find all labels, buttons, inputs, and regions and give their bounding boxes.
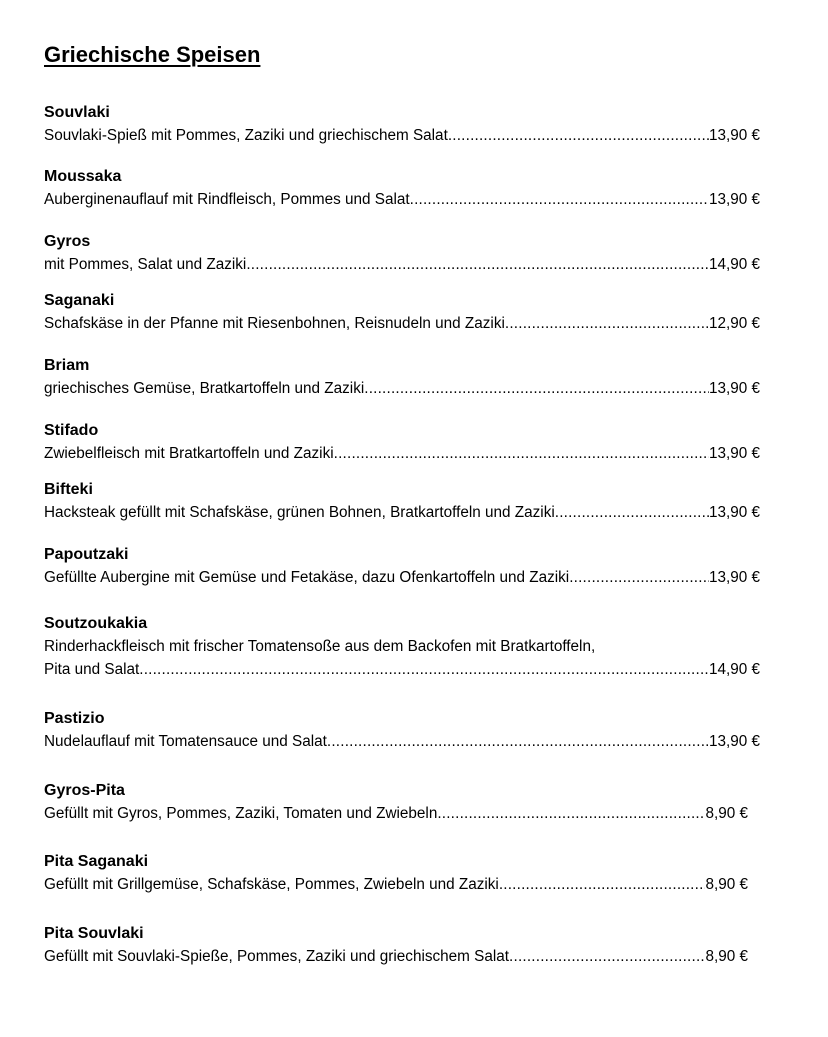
item-description: Schafskäse in der Pfanne mit Riesenbohnen, Reisnudeln und Zaziki xyxy=(44,315,505,332)
item-line xyxy=(44,503,760,523)
item-name: Gyros xyxy=(44,233,91,250)
item-price: 12,90 € xyxy=(708,315,760,332)
item-description: griechisches Gemüse, Bratkartoffeln und Zaziki xyxy=(44,380,365,397)
dot-leader xyxy=(327,732,709,752)
item-name: Pita Souvlaki xyxy=(44,925,144,942)
item-line xyxy=(44,947,748,967)
menu-item-briam xyxy=(44,356,760,399)
item-line xyxy=(44,875,748,895)
item-price: 13,90 € xyxy=(708,504,760,521)
item-price: 13,90 € xyxy=(708,733,760,750)
item-price: 13,90 € xyxy=(708,191,760,208)
item-description: Zwiebelfleisch mit Bratkartoffeln und Zaziki xyxy=(44,445,334,462)
item-description-line-1: Rinderhackfleisch mit frischer Tomatensoße aus dem Backofen mit Bratkartoffeln, xyxy=(44,638,596,655)
item-line xyxy=(44,314,760,334)
item-description: Pita und Salat xyxy=(44,661,140,678)
item-line xyxy=(44,255,760,275)
menu-item-stifado xyxy=(44,421,760,464)
dot-leader xyxy=(569,568,709,588)
item-description: Gefüllt mit Gyros, Pommes, Zaziki, Tomaten und Zwiebeln xyxy=(44,805,438,822)
menu-item-saganaki xyxy=(44,291,760,334)
dot-leader xyxy=(410,190,709,210)
dot-leader xyxy=(448,126,709,146)
item-description: Gefüllt mit Grillgemüse, Schafskäse, Pommes, Zwiebeln und Zaziki xyxy=(44,876,499,893)
item-name: Briam xyxy=(44,357,90,374)
item-line xyxy=(44,379,760,399)
item-line xyxy=(44,804,748,824)
item-price: 14,90 € xyxy=(708,661,760,678)
item-line xyxy=(44,444,760,464)
page-title: Griechische Speisen xyxy=(44,42,261,67)
item-name: Papoutzaki xyxy=(44,546,129,563)
item-description: mit Pommes, Salat und Zaziki xyxy=(44,256,247,273)
item-name: Pastizio xyxy=(44,710,105,727)
item-description: Auberginenauflauf mit Rindfleisch, Pommes und Salat xyxy=(44,191,410,208)
item-line xyxy=(44,732,760,752)
item-description: Gefüllt mit Souvlaki-Spieße, Pommes, Zaziki und griechischem Salat xyxy=(44,948,510,965)
item-price: 14,90 € xyxy=(708,256,760,273)
item-line xyxy=(44,568,760,588)
menu-item-pita-saganaki xyxy=(44,852,760,895)
dot-leader xyxy=(246,255,709,275)
dot-leader xyxy=(364,379,709,399)
item-price: 13,90 € xyxy=(708,445,760,462)
dot-leader xyxy=(555,503,709,523)
item-price: 13,90 € xyxy=(708,380,760,397)
menu-item-gyros xyxy=(44,232,760,275)
dot-leader xyxy=(437,804,705,824)
item-name: Bifteki xyxy=(44,481,93,498)
menu-item-moussaka xyxy=(44,167,760,210)
menu-item-pita-souvlaki xyxy=(44,924,760,967)
item-name: Stifado xyxy=(44,422,99,439)
item-price: 13,90 € xyxy=(708,569,760,586)
menu-item-pastizio xyxy=(44,709,760,752)
menu-item-papoutzaki xyxy=(44,545,760,588)
item-price: 13,90 € xyxy=(708,127,760,144)
item-line xyxy=(44,660,760,680)
item-name: Soutzoukakia xyxy=(44,615,148,632)
item-description: Hacksteak gefüllt mit Schafskäse, grünen Bohnen, Bratkartoffeln und Zaziki xyxy=(44,504,555,521)
item-description: Nudelauflauf mit Tomatensauce und Salat xyxy=(44,733,327,750)
item-name: Gyros-Pita xyxy=(44,782,125,799)
item-description: Gefüllte Aubergine mit Gemüse und Fetakäse, dazu Ofenkartoffeln und Zaziki xyxy=(44,569,570,586)
menu-item-bifteki xyxy=(44,480,760,523)
item-line xyxy=(44,190,760,210)
dot-leader xyxy=(139,660,709,680)
item-name: Pita Saganaki xyxy=(44,853,149,870)
dot-leader xyxy=(509,947,705,967)
item-name: Souvlaki xyxy=(44,104,110,121)
menu-item-souvlaki xyxy=(44,103,760,146)
item-line xyxy=(44,126,760,146)
dot-leader xyxy=(505,314,709,334)
item-name: Moussaka xyxy=(44,168,122,185)
menu-item-gyros-pita xyxy=(44,781,760,824)
dot-leader xyxy=(334,444,709,464)
item-price: 8,90 € xyxy=(705,948,748,965)
item-price: 8,90 € xyxy=(705,876,748,893)
item-price: 8,90 € xyxy=(705,805,748,822)
dot-leader xyxy=(499,875,706,895)
item-description: Souvlaki-Spieß mit Pommes, Zaziki und griechischem Salat xyxy=(44,127,448,144)
item-name: Saganaki xyxy=(44,292,115,309)
menu-item-soutzoukakia xyxy=(44,614,760,680)
